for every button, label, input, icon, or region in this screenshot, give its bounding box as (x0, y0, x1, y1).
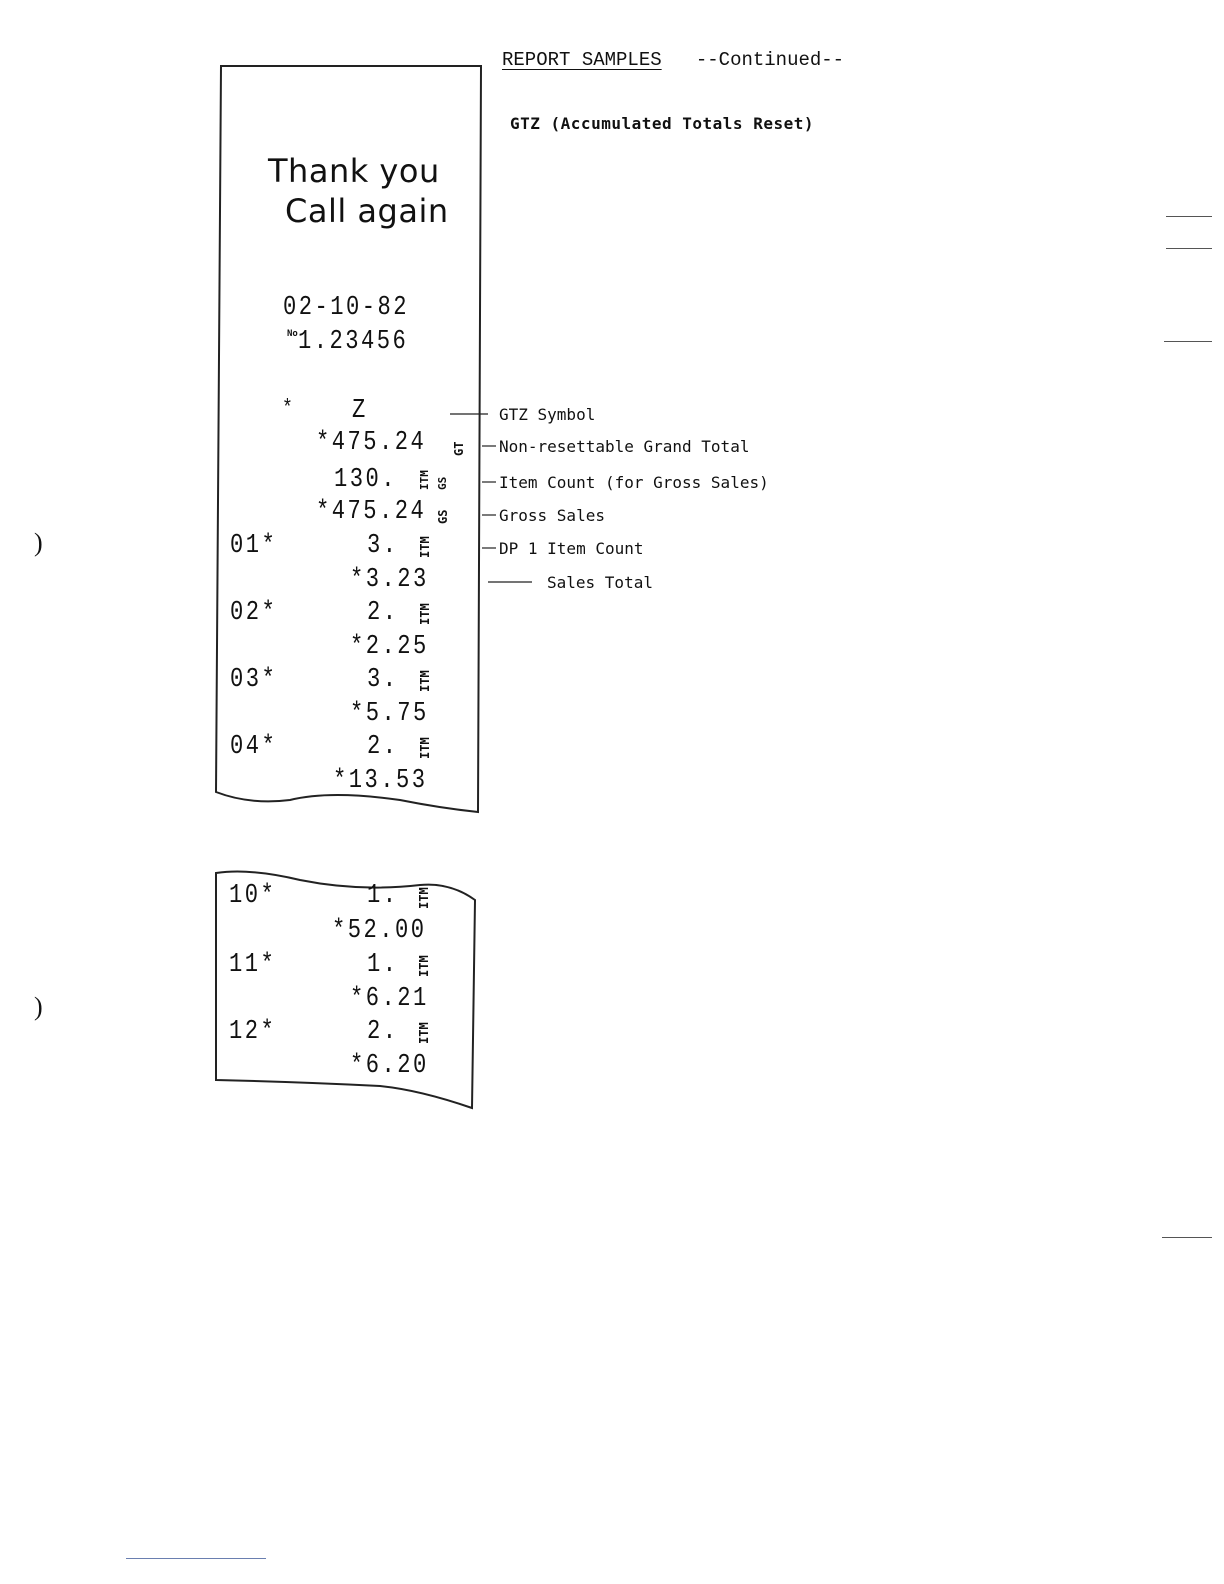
dept-sales-total: *52.00 (332, 916, 427, 946)
section-subtitle: GTZ (Accumulated Totals Reset) (510, 114, 814, 133)
gross-sales-value: *475.24 (316, 497, 427, 527)
dept-sales-total: *2.25 (350, 632, 429, 662)
dept-item-count: 2. (367, 598, 399, 628)
footer-rule (126, 1558, 266, 1559)
dept-number: 12* (229, 1017, 277, 1047)
gtz-symbol: Z (352, 396, 368, 426)
dept-item-symbol: ITM (417, 955, 431, 977)
grand-total-symbol: GT (452, 441, 466, 456)
gross-sales-symbol: GS (436, 509, 450, 524)
item-count-value: 130. (334, 465, 397, 495)
dept-number: 03* (230, 665, 278, 695)
continued-label: --Continued-- (695, 49, 845, 71)
item-count-symbol: ITM (418, 470, 431, 490)
annotation-gross-sales: Gross Sales (499, 506, 605, 525)
item-count-gs-symbol: GS (436, 476, 449, 490)
dept-item-symbol: ITM (418, 603, 432, 625)
report-heading (502, 49, 844, 71)
register-number: 1.23456 (298, 327, 409, 357)
edge-rule (1166, 216, 1212, 217)
dept-number: 10* (229, 881, 277, 911)
dept-item-symbol: ITM (418, 670, 432, 692)
dept-number: 02* (230, 598, 278, 628)
dept-sales-total: *3.23 (350, 565, 429, 595)
dept-number: 01* (230, 531, 278, 561)
annotation-sales-total: Sales Total (547, 573, 653, 592)
gtz-star: * (282, 396, 296, 421)
dept-sales-total: *6.21 (350, 984, 429, 1014)
dept-item-count: 3. (367, 531, 399, 561)
dept-item-count: 3. (367, 665, 399, 695)
dept-sales-total: *5.75 (350, 699, 429, 729)
margin-paren: ) (34, 528, 43, 557)
edge-rule (1162, 1237, 1212, 1238)
annotation-gtz-symbol: GTZ Symbol (499, 405, 596, 424)
dept-sales-total: *13.53 (333, 766, 428, 796)
grand-total-value: *475.24 (316, 428, 427, 458)
dept-item-symbol: ITM (417, 1022, 431, 1044)
dept-item-symbol: ITM (417, 887, 431, 909)
dept-number: 04* (230, 732, 278, 762)
edge-rule (1164, 341, 1212, 342)
no-mark: No (287, 329, 298, 339)
dept-item-count: 2. (367, 732, 399, 762)
dept-item-symbol: ITM (418, 536, 432, 558)
dept-item-symbol: ITM (418, 737, 432, 759)
dept-sales-total: *6.20 (350, 1051, 429, 1081)
annotation-dp1-count: DP 1 Item Count (499, 539, 644, 558)
dept-item-count: 1. (367, 881, 399, 911)
annotation-grand-total: Non-resettable Grand Total (499, 437, 750, 456)
annotation-item-count: Item Count (for Gross Sales) (499, 473, 769, 492)
report-title: REPORT SAMPLES (502, 49, 662, 71)
receipt-date: 02-10-82 (283, 293, 409, 323)
thank-you-line: Thank you (268, 152, 440, 190)
dept-item-count: 2. (367, 1017, 399, 1047)
dept-item-count: 1. (367, 950, 399, 980)
call-again-line: Call again (285, 192, 449, 230)
margin-paren: ) (34, 992, 43, 1021)
dept-number: 11* (229, 950, 277, 980)
edge-rule (1166, 248, 1212, 249)
